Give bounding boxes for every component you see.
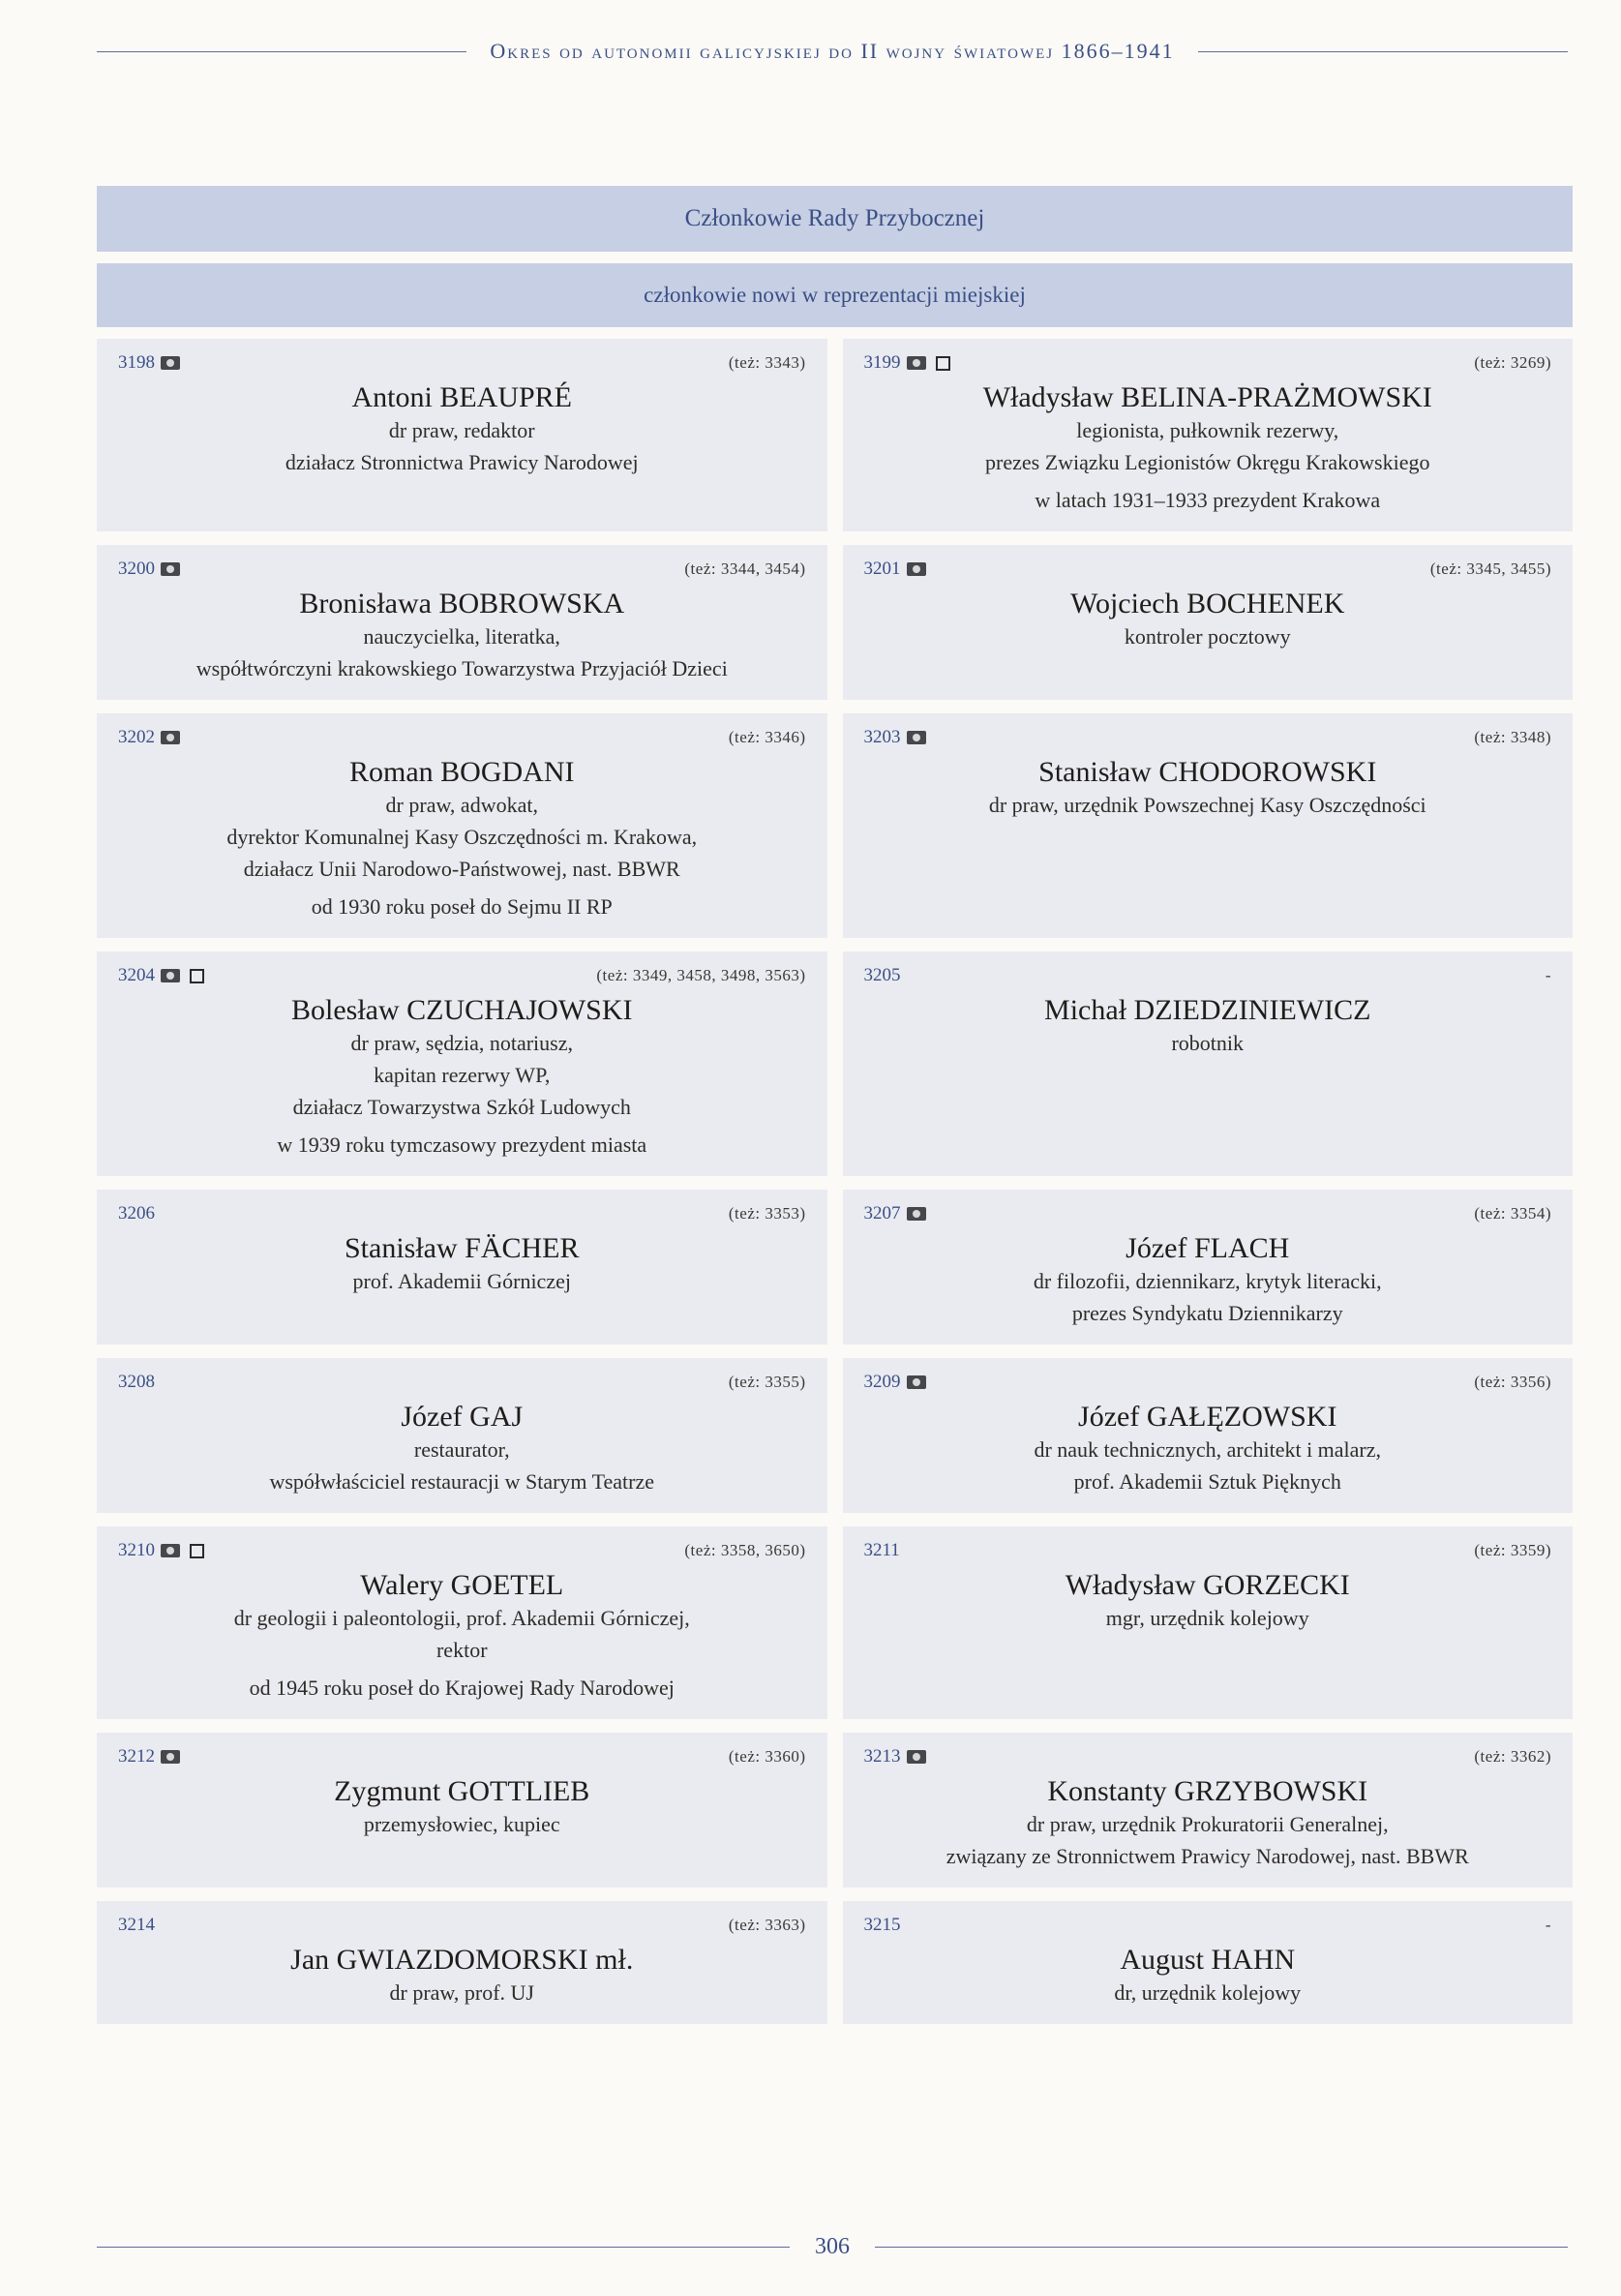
entry-number: 3201: [863, 559, 901, 579]
entry-topline: [864, 1368, 1552, 1397]
photo-camera-icon: [161, 1750, 180, 1764]
entry-topline: [118, 1368, 806, 1397]
office-note: w latach 1931–1933 prezydent Krakowa: [1035, 488, 1381, 512]
header-rule-left: [97, 51, 466, 52]
person-name: Stanisław CHODOROWSKI: [1038, 756, 1377, 788]
description-line: nauczycielka, literatka,: [363, 624, 560, 649]
entry-card: [843, 1190, 1574, 1344]
cross-reference: (też: 3346): [728, 728, 806, 746]
office-note: w 1939 roku tymczasowy prezydent miasta: [277, 1133, 647, 1157]
photo-camera-icon: [161, 1544, 180, 1557]
entry-number: 3209: [863, 1372, 901, 1392]
description-line: dr praw, sędzia, notariusz,: [350, 1031, 573, 1055]
entry-number-group: [118, 352, 180, 374]
description-line: dr praw, prof. UJ: [389, 1980, 534, 2005]
entry-topline: [118, 1199, 806, 1228]
entry-number-group: [118, 727, 180, 748]
cross-reference: (też: 3344, 3454): [684, 559, 806, 578]
entry-number-group: [864, 965, 901, 986]
entry-topline: [864, 1536, 1552, 1565]
person-name: Bronisława BOBROWSKA: [299, 588, 625, 619]
entry-number-group: [118, 965, 204, 986]
person-name: Michał DZIEDZINIEWICZ: [1044, 994, 1371, 1026]
header-rule-right: [1198, 51, 1568, 52]
entry-card: [97, 713, 827, 938]
description-line: działacz Stronnictwa Prawicy Narodowej: [285, 450, 639, 474]
entry-number: 3206: [118, 1203, 155, 1224]
entry-number-group: [864, 559, 926, 580]
cross-reference: (też: 3348): [1474, 728, 1551, 746]
description-line: prof. Akademii Górniczej: [352, 1269, 571, 1293]
person-name: Józef GAJ: [401, 1401, 524, 1433]
entry-topline: [864, 555, 1552, 584]
description-line: współwłaściciel restauracji w Starym Teatrze: [269, 1469, 655, 1494]
entry-topline: [118, 1536, 806, 1565]
person-name: Bolesław CZUCHAJOWSKI: [291, 994, 633, 1026]
running-header: [97, 39, 1568, 64]
description-line: robotnik: [1171, 1031, 1245, 1055]
entry-number: 3208: [118, 1372, 155, 1392]
entry-card: [97, 1358, 827, 1513]
entry-number-group: [864, 1203, 926, 1224]
entry-card: [97, 952, 827, 1176]
entry-topline: [864, 1742, 1552, 1771]
description-line: mgr, urzędnik kolejowy: [1105, 1606, 1309, 1630]
entry-number-group: [118, 1746, 180, 1767]
entry-card: [843, 1358, 1574, 1513]
description-line: związany ze Stronnictwem Prawicy Narodowej, nast. BBWR: [946, 1844, 1469, 1868]
entry-number-group: [864, 1746, 926, 1767]
cross-reference: (też: 3363): [728, 1916, 806, 1934]
running-title: Okres od autonomii galicyjskiej do II wojny światowej 1866–1941: [490, 39, 1175, 63]
cross-reference: (też: 3359): [1474, 1541, 1551, 1559]
footer-rule-left: [97, 2247, 790, 2248]
page-number: 306: [815, 2234, 850, 2259]
section-title: Członkowie Rady Przybocznej: [97, 186, 1573, 252]
person-name: Roman BOGDANI: [349, 756, 575, 788]
description-line: dr nauk technicznych, architekt i malarz,: [1034, 1437, 1382, 1462]
entry-topline: [118, 1742, 806, 1771]
square-box-icon: [190, 969, 204, 983]
entry-card: [843, 545, 1574, 700]
entry-number-group: [864, 1372, 926, 1393]
entry-number: 3202: [118, 727, 155, 747]
entry-number: 3211: [863, 1540, 900, 1560]
description-line: restaurator,: [413, 1437, 510, 1462]
photo-camera-icon: [907, 562, 926, 576]
entry-topline: [118, 555, 806, 584]
entry-card: [843, 1526, 1574, 1719]
person-name: Władysław BELINA-PRAŻMOWSKI: [982, 381, 1432, 413]
entry-card: [97, 1526, 827, 1719]
entry-number: 3214: [118, 1915, 155, 1935]
entry-topline: [864, 723, 1552, 752]
photo-camera-icon: [161, 562, 180, 576]
entry-row: [97, 1526, 1573, 1719]
entry-number: 3199: [863, 352, 901, 373]
entry-number: 3203: [863, 727, 901, 747]
entry-number: 3212: [118, 1746, 155, 1767]
description-line: dyrektor Komunalnej Kasy Oszczędności m. Krakowa,: [226, 825, 698, 849]
cross-reference: (też: 3345, 3455): [1429, 559, 1551, 578]
cross-reference: -: [1545, 1916, 1551, 1934]
cross-reference: (też: 3343): [728, 353, 806, 372]
entry-number-group: [118, 1915, 155, 1936]
entry-row: [97, 545, 1573, 700]
entry-number-group: [118, 559, 180, 580]
description-line: rektor: [435, 1638, 488, 1662]
entry-card: [97, 1190, 827, 1344]
person-name: Walery GOETEL: [360, 1569, 564, 1601]
entry-card: [843, 1733, 1574, 1888]
entry-row: [97, 1733, 1573, 1888]
entry-card: [843, 339, 1574, 531]
cross-reference: (też: 3269): [1474, 353, 1551, 372]
entry-topline: [864, 1911, 1552, 1940]
entry-topline: [864, 1199, 1552, 1228]
person-name: Władysław GORZECKI: [1065, 1569, 1350, 1601]
entry-topline: [864, 961, 1552, 990]
description-line: działacz Unii Narodowo-Państwowej, nast. BBWR: [243, 857, 680, 881]
description-line: kontroler pocztowy: [1124, 624, 1291, 649]
entry-row: [97, 1358, 1573, 1513]
square-box-icon: [936, 356, 950, 371]
description-line: legionista, pułkownik rezerwy,: [1076, 418, 1339, 442]
description-line: dr, urzędnik kolejowy: [1114, 1980, 1302, 2005]
person-name: August HAHN: [1120, 1944, 1296, 1976]
description-line: dr geologii i paleontologii, prof. Akademii Górniczej,: [233, 1606, 690, 1630]
person-name: Józef FLACH: [1126, 1232, 1290, 1264]
description-line: kapitan rezerwy WP,: [374, 1063, 551, 1087]
cross-reference: (też: 3354): [1474, 1204, 1551, 1223]
person-name: Stanisław FÄCHER: [344, 1232, 580, 1264]
entry-card: [97, 339, 827, 531]
entry-card: [843, 713, 1574, 938]
photo-camera-icon: [161, 731, 180, 744]
cross-reference: (też: 3360): [728, 1747, 806, 1766]
description-line: prezes Syndykatu Dziennikarzy: [1071, 1301, 1343, 1325]
entry-number: 3213: [863, 1746, 901, 1767]
person-name: Antoni BEAUPRÉ: [351, 381, 573, 413]
entry-number: 3198: [118, 352, 155, 373]
entry-topline: [118, 961, 806, 990]
entry-row: [97, 713, 1573, 938]
cross-reference: (też: 3355): [728, 1373, 806, 1391]
entry-number-group: [118, 1372, 155, 1393]
description-line: dr filozofii, dziennikarz, krytyk literacki,: [1033, 1269, 1382, 1293]
entry-topline: [118, 348, 806, 378]
description-line: dr praw, urzędnik Prokuratorii Generalnej,: [1026, 1812, 1389, 1836]
square-box-icon: [190, 1544, 204, 1558]
office-note: od 1945 roku poseł do Krajowej Rady Narodowej: [249, 1676, 675, 1700]
description-line: dr praw, urzędnik Powszechnej Kasy Oszczędności: [988, 793, 1426, 817]
photo-camera-icon: [907, 356, 926, 370]
description-line: prof. Akademii Sztuk Pięknych: [1073, 1469, 1341, 1494]
entry-row: [97, 339, 1573, 531]
entry-card: [97, 545, 827, 700]
photo-camera-icon: [161, 969, 180, 982]
cross-reference: (też: 3358, 3650): [684, 1541, 806, 1559]
description-line: dr praw, adwokat,: [385, 793, 538, 817]
entry-topline: [118, 723, 806, 752]
cross-reference: -: [1545, 966, 1551, 984]
entry-number-group: [118, 1203, 155, 1224]
entry-number-group: [864, 727, 926, 748]
person-name: Wojciech BOCHENEK: [1070, 588, 1345, 619]
entry-number-group: [864, 1915, 901, 1936]
entry-number-group: [118, 1540, 204, 1561]
entry-row: [97, 952, 1573, 1176]
photo-camera-icon: [907, 731, 926, 744]
entry-row: [97, 1901, 1573, 2024]
entry-card: [97, 1733, 827, 1888]
footer-rule-right: [875, 2247, 1568, 2248]
entry-number: 3207: [863, 1203, 901, 1224]
cross-reference: (też: 3356): [1474, 1373, 1551, 1391]
description-line: przemysłowiec, kupiec: [363, 1812, 560, 1836]
office-note: od 1930 roku poseł do Sejmu II RP: [311, 894, 613, 919]
person-name: Józef GAŁĘZOWSKI: [1078, 1401, 1337, 1433]
description-line: działacz Towarzystwa Szkół Ludowych: [292, 1095, 631, 1119]
entry-topline: [864, 348, 1552, 378]
entry-number: 3204: [118, 965, 155, 985]
page-footer: [97, 2234, 1568, 2260]
description-line: współtwórczyni krakowskiego Towarzystwa Przyjaciół Dzieci: [195, 656, 728, 680]
entry-card: [843, 952, 1574, 1176]
photo-camera-icon: [907, 1375, 926, 1389]
photo-camera-icon: [907, 1207, 926, 1221]
person-name: Jan GWIAZDOMORSKI mł.: [290, 1944, 634, 1976]
description-line: dr praw, redaktor: [388, 418, 535, 442]
entry-number: 3205: [863, 965, 901, 985]
entries-grid: [97, 339, 1573, 2038]
person-name: Zygmunt GOTTLIEB: [334, 1775, 590, 1807]
entry-number: 3215: [863, 1915, 901, 1935]
photo-camera-icon: [161, 356, 180, 370]
entry-number: 3200: [118, 559, 155, 579]
cross-reference: (też: 3362): [1474, 1747, 1551, 1766]
person-name: Konstanty GRZYBOWSKI: [1047, 1775, 1368, 1807]
entry-number-group: [864, 1540, 900, 1561]
cross-reference: (też: 3353): [728, 1204, 806, 1223]
entry-row: [97, 1190, 1573, 1344]
section-subtitle: członkowie nowi w reprezentacji miejskiej: [97, 263, 1573, 327]
cross-reference: (też: 3349, 3458, 3498, 3563): [596, 966, 806, 984]
description-line: prezes Związku Legionistów Okręgu Krakowskiego: [985, 450, 1430, 474]
entry-number-group: [864, 352, 950, 374]
entry-card: [843, 1901, 1574, 2024]
entry-topline: [118, 1911, 806, 1940]
entry-number: 3210: [118, 1540, 155, 1560]
photo-camera-icon: [907, 1750, 926, 1764]
entry-card: [97, 1901, 827, 2024]
